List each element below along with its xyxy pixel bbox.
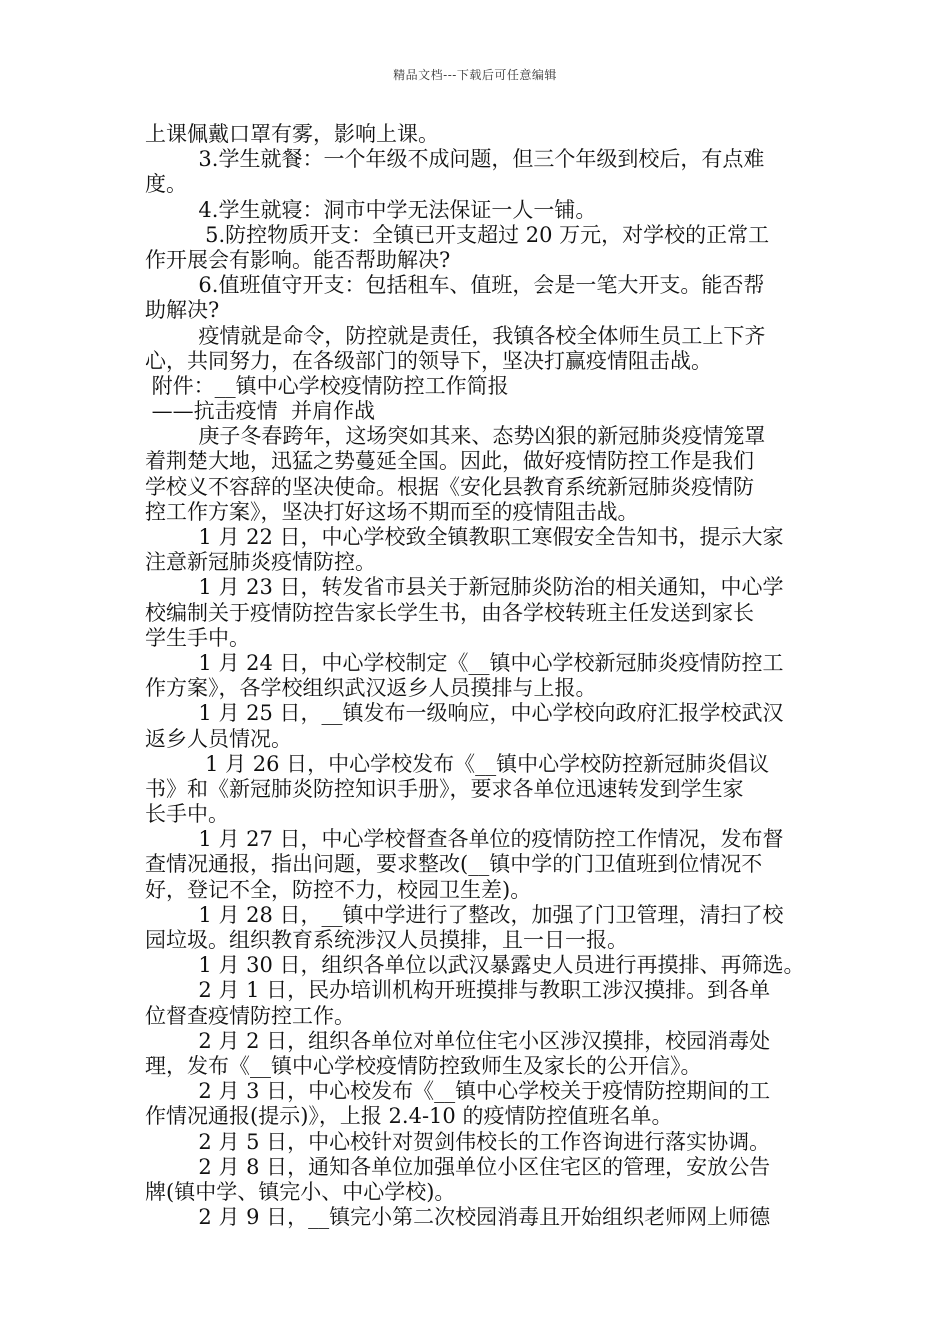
text-line: 2 月 2 日，组织各单位对单位住宅小区涉汉摸排，校园消毒处 [145, 1028, 771, 1053]
text-line: 书》和《新冠肺炎防控知识手册》，要求各单位迅速转发到学生家 [145, 776, 744, 801]
text-line: 作开展会有影响。能否帮助解决? [145, 247, 451, 272]
text-line: 1 月 23 日，转发省市县关于新冠肺炎防治的相关通知，中心学 [145, 575, 784, 600]
text-line: 牌(镇中学、镇完小、中心学校)。 [145, 1179, 456, 1204]
text-line: 助解决? [145, 298, 220, 323]
text-line: 1 月 28 日，__镇中学进行了整改，加强了门卫管理，清扫了校 [145, 902, 784, 927]
text-line: 疫情就是命令，防控就是责任，我镇各校全体师生员工上下齐 [145, 323, 766, 348]
text-line: 1 月 22 日，中心学校致全镇教职工寒假安全告知书，提示大家 [145, 525, 784, 549]
text-line: 附件：__镇中心学校疫情防控工作简报 [145, 373, 509, 398]
text-line: 庚子冬春跨年，这场突如其来、态势凶狠的新冠肺炎疫情笼罩 [145, 424, 766, 449]
text-line: 2 月 1 日，民办培训机构开班摸排与教职工涉汉摸排。到各单 [145, 978, 771, 1003]
document-body [145, 122, 810, 1230]
page-header: 精品文档---下载后可任意编辑 [393, 68, 557, 82]
text-line: 心，共同努力，在各级部门的领导下，坚决打赢疫情阻击战。 [145, 348, 712, 373]
text-line: 长手中。 [145, 802, 229, 827]
text-line: 学生手中。 [145, 625, 250, 650]
text-line: 5.防控物质开支：全镇已开支超过 20 万元，对学校的正常工 [145, 222, 770, 247]
text-line: 1 月 30 日，组织各单位以武汉暴露史人员进行再摸排、再筛选。 [145, 953, 805, 978]
text-line: 2 月 3 日，中心校发布《__镇中心学校关于疫情防控期间的工 [145, 1079, 771, 1104]
text-line: 上课佩戴口罩有雾，影响上课。 [145, 122, 439, 146]
text-line: 注意新冠肺炎疫情防控。 [145, 550, 376, 575]
text-line: 校编制关于疫情防控告家长学生书，由各学校转班主任发送到家长 [145, 600, 754, 625]
text-line: 着荆楚大地，迅猛之势蔓延全国。因此，做好疫情防控工作是我们 [145, 449, 754, 474]
text-line: 6.值班值守开支：包括租车、值班，会是一笔大开支。能否帮 [145, 273, 765, 298]
text-line: 1 月 27 日，中心学校督查各单位的疫情防控工作情况，发布督 [145, 827, 784, 852]
text-line: 查情况通报，指出问题，要求整改(__镇中学的门卫值班到位情况不 [145, 852, 763, 877]
text-line: 位督查疫情防控工作。 [145, 1003, 355, 1028]
text-line: 作情况通报(提示)》，上报 2.4-10 的疫情防控值班名单。 [145, 1104, 673, 1129]
text-line: 度。 [145, 172, 187, 197]
text-line: 1 月 24 日，中心学校制定《__镇中心学校新冠肺炎疫情防控工 [145, 650, 784, 675]
text-line: 4.学生就寝：洞市中学无法保证一人一铺。 [145, 197, 597, 222]
text-line: 理，发布《__镇中心学校疫情防控致师生及家长的公开信》。 [145, 1053, 702, 1078]
text-line: 好，登记不全，防控不力，校园卫生差)。 [145, 877, 532, 902]
text-line: 2 月 8 日，通知各单位加强单位小区住宅区的管理，安放公告 [145, 1154, 771, 1179]
text-line: 园垃圾。组织教育系统涉汉人员摸排，且一日一报。 [145, 928, 628, 952]
text-line: 1 月 25 日，__镇发布一级响应，中心学校向政府汇报学校武汉 [145, 701, 784, 726]
text-line: 返乡人员情况。 [145, 726, 292, 751]
text-line: 2 月 5 日，中心校针对贺剑伟校长的工作咨询进行落实协调。 [145, 1129, 771, 1154]
text-line: 3.学生就餐：一个年级不成问题，但三个年级到校后，有点难 [145, 147, 765, 172]
text-line: 作方案》，各学校组织武汉返乡人员摸排与上报。 [145, 676, 597, 701]
text-line: 2 月 9 日，__镇完小第二次校园消毒且开始组织老师网上师德 [145, 1205, 771, 1230]
text-line: 学校义不容辞的坚决使命。根据《安化县教育系统新冠肺炎疫情防 [145, 474, 754, 499]
text-line: 控工作方案》，坚决打好这场不期而至的疫情阻击战。 [145, 499, 639, 524]
text-line: 1 月 26 日，中心学校发布《__镇中心学校防控新冠肺炎倡议 [145, 751, 770, 776]
text-line: ——抗击疫情 并肩作战 [145, 399, 376, 424]
